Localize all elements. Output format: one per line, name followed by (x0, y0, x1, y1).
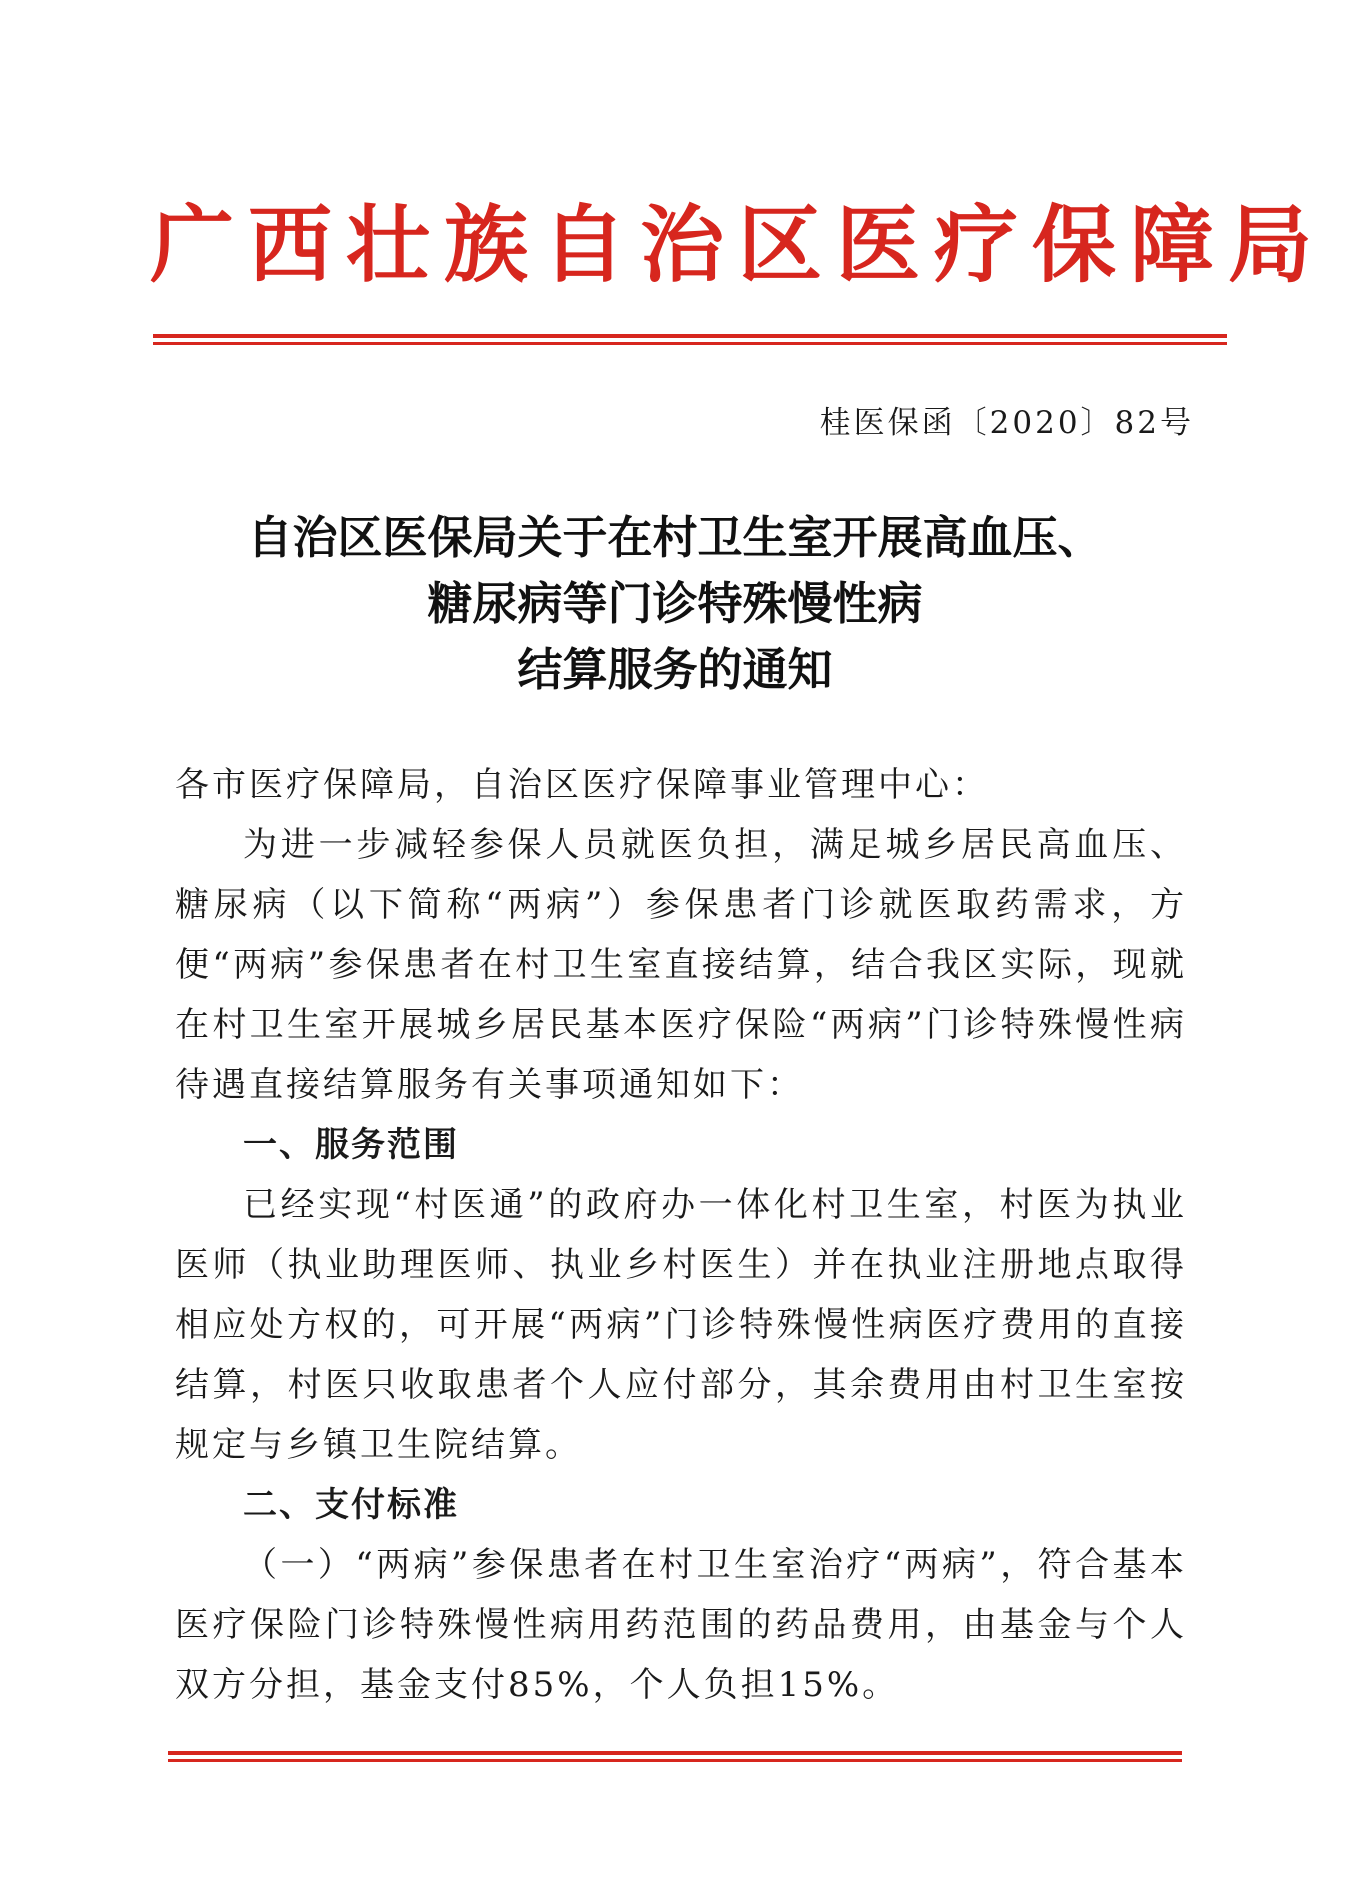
issuing-organization-header: 广西壮族自治区医疗保障局 (150, 196, 1327, 294)
document-body (175, 755, 1187, 1715)
red-rule-thick-line (168, 1751, 1182, 1755)
document-number: 桂医保函〔2020〕82号 (819, 405, 1194, 441)
section-paragraph: （一）“两病”参保患者在村卫生室治疗“两病”，符合基本医疗保险门诊特殊慢性病用药范围的药品费用，由基金与个人双方分担，基金支付85%，个人负担15%。 (175, 1545, 1187, 1705)
red-footer-rule (168, 1751, 1182, 1762)
red-header-rule (153, 334, 1227, 345)
section-paragraph: 已经实现“村医通”的政府办一体化村卫生室，村医为执业医师（执业助理医师、执业乡村医生）并在执业注册地点取得相应处方权的，可开展“两病”门诊特殊慢性病医疗费用的直接结算，村医只收取患者个人应付部分，其余费用由村卫生室按规定与乡镇卫生院结算。 (175, 1185, 1187, 1465)
red-rule-thin-line (168, 1759, 1182, 1762)
title-line: 糖尿病等门诊特殊慢性病 (427, 577, 923, 630)
title-line: 结算服务的通知 (517, 643, 833, 696)
title-line: 自治区医保局关于在村卫生室开展高血压、 (247, 511, 1103, 564)
red-rule-thick-line (153, 334, 1227, 338)
section-heading: 二、支付标准 (243, 1485, 459, 1525)
red-rule-thin-line (153, 342, 1227, 345)
salutation: 各市医疗保障局，自治区医疗保障事业管理中心： (175, 765, 989, 805)
intro-paragraph: 为进一步减轻参保人员就医负担，满足城乡居民高血压、糖尿病（以下简称“两病”）参保患者门诊就医取药需求，方便“两病”参保患者在村卫生室直接结算，结合我区实际，现就在村卫生室开展城乡居民基本医疗保险“两病”门诊特殊慢性病待遇直接结算服务有关事项通知如下： (175, 825, 1187, 1105)
document-title (150, 505, 1200, 703)
section-heading: 一、服务范围 (243, 1125, 459, 1165)
